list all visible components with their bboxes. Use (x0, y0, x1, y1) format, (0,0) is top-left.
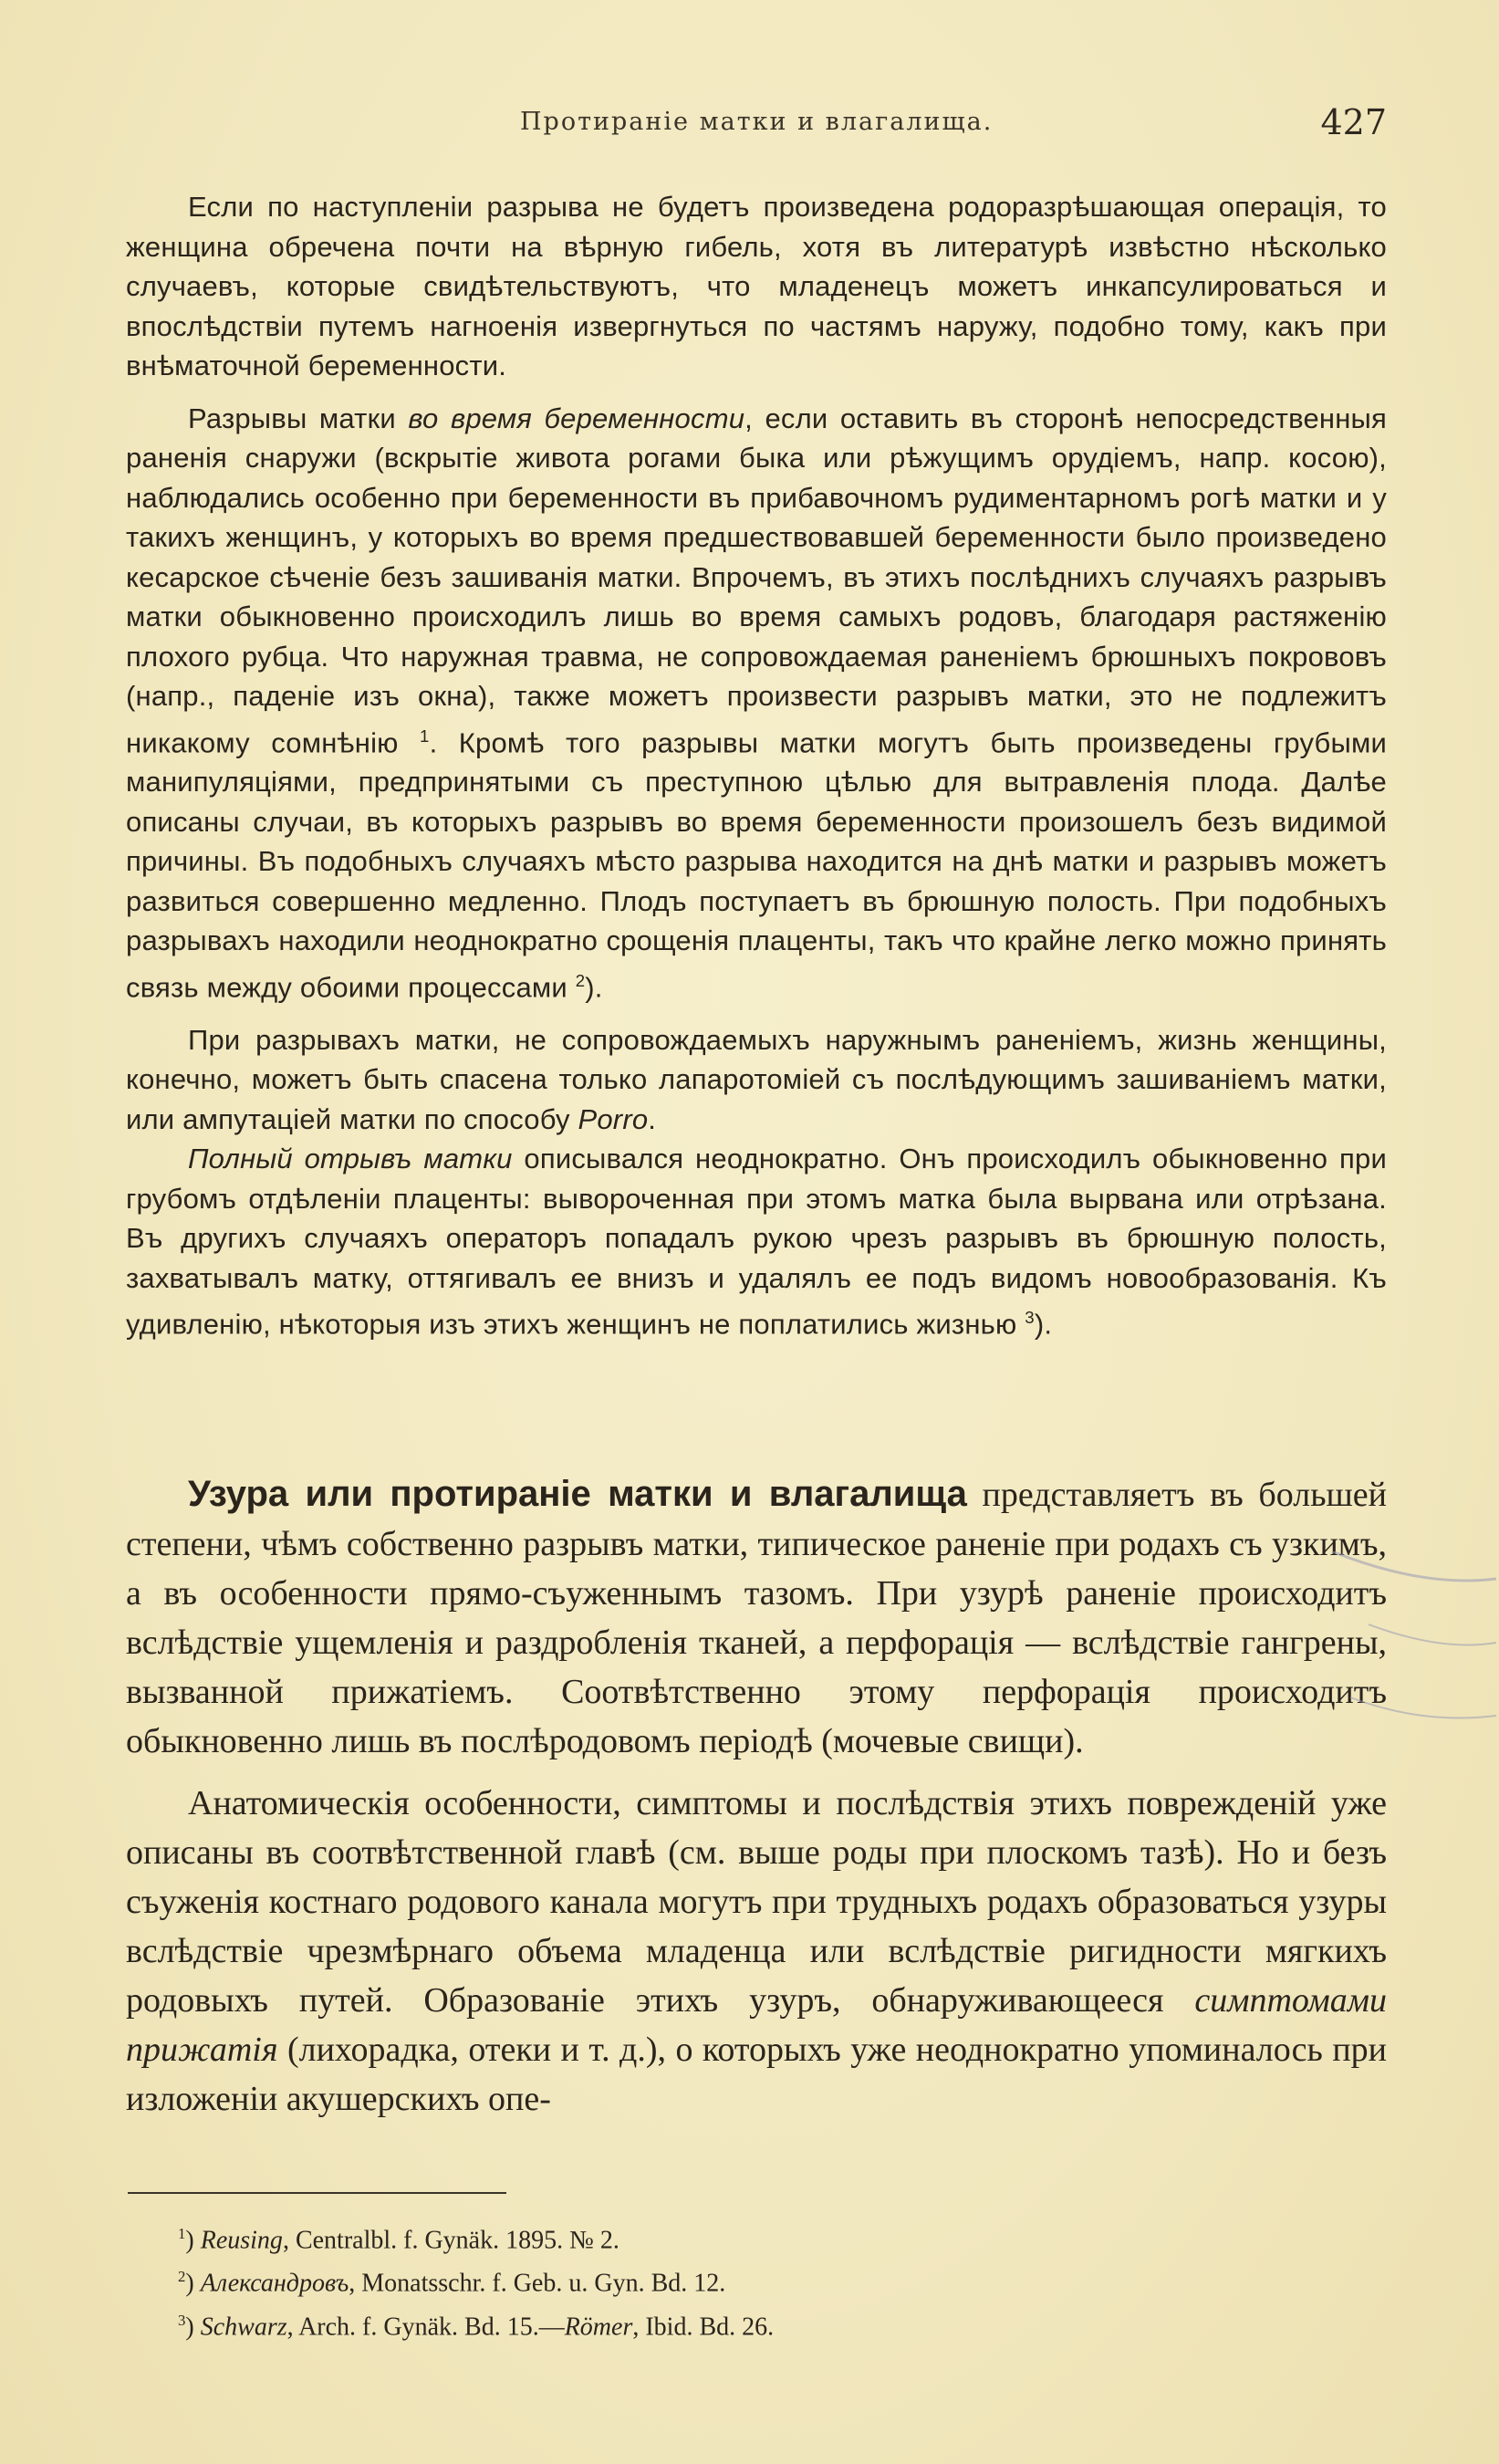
footnote-author: Reusing (200, 2226, 283, 2255)
footnote-number: 3 (178, 2311, 186, 2329)
paragraph-text: ). (585, 971, 603, 1004)
paragraph (126, 1139, 1387, 1344)
footnote-text: , Centralbl. f. Gynäk. 1895. № 2. (282, 2226, 619, 2255)
page-number: 427 (1320, 102, 1387, 142)
footnote: $^2$) Александровъ, Monatsschr. f. Geb. u. Gyn. Bd. 12. (178, 2268, 726, 2298)
paragraph (126, 1020, 1387, 1140)
italic-phrase: Полный отрывъ матки (188, 1143, 513, 1175)
paragraph-text: Разрывы матки (188, 402, 409, 434)
footnote-number: 2 (178, 2268, 186, 2286)
footnote-author: Römer (564, 2312, 633, 2341)
section-heading: Узура или протираніе матки и влагалища (188, 1474, 967, 1514)
paragraph-text: . Кромѣ того разрывы матки могутъ быть произведены грубыми манипуляціями, предпринятыми съ преступною цѣлью для вытравленія плода. Далѣе описаны случаи, въ которыхъ разрывъ во время беременности произошелъ безъ видимой причины. Въ подобныхъ случаяхъ мѣсто разрыва находится на днѣ матки и разрывъ можетъ развиться совершенно медленно. Плодъ поступаетъ въ брюшную полость. При подобныхъ разрывахъ находили неоднократно срощенія плаценты, такъ что крайне легко можно принять связь между обоими процессами (126, 726, 1387, 1004)
running-head: Протираніе матки и влагалища. (520, 108, 994, 136)
paragraph-text: описывался неоднократно. Онъ происходилъ обыкновенно при грубомъ отдѣленіи плаценты: вывороченная при этомъ матка была вырвана или отрѣзана. Въ другихъ случаяхъ операторъ попадалъ рукою чрезъ разрывъ въ брюшную полость, захватывалъ матку, оттягивалъ ее внизъ и удалялъ ее подъ видомъ новообразованія. Къ удивленію, нѣкоторыя изъ этихъ женщинъ не поплатились жизнью (126, 1143, 1387, 1341)
paragraph-text: Анатомическія особенности, симптомы и послѣдствія этихъ поврежденій уже описаны въ соотвѣтственной главѣ (см. выше роды при плоскомъ тазѣ). Но и безъ съуженія костнаго родового канала могутъ при трудныхъ родахъ образоваться узуры вслѣдствіе чрезмѣрнаго объема младенца или вслѣдствіе ригидности мягкихъ родовыхъ путей. Образованіе этихъ узуръ, обнаруживающееся (126, 1784, 1387, 2020)
footnote-number: 1 (178, 2225, 186, 2242)
stamp-icon (1314, 1551, 1496, 1825)
paragraph-text: Если по наступленіи разрыва не будетъ произведена родоразрѣшающая операція, то женщина обречена почти на вѣрную гибель, хотя въ литературѣ извѣстно нѣсколько случаевъ, которые свидѣтельствуютъ, что младенецъ можетъ инкапсулироваться и впослѣдствіи путемъ нагноенія извергнуться по частямъ наружу, подобно тому, какъ при внѣматочной беременности. (126, 191, 1387, 381)
paragraph-text: При разрывахъ матки, не сопровождаемыхъ наружнымъ раненіемъ, жизнь женщины, конечно, можетъ быть спасена только лапаротоміей съ послѣдующимъ зашиваніемъ матки, или ампутаціей матки по способу (126, 1023, 1387, 1135)
footnote: $^1$) Reusing, Centralbl. f. Gynäk. 1895. № 2. (178, 2225, 619, 2255)
paragraph (126, 399, 1387, 1008)
paragraph-text: представляетъ въ большей степени, чѣмъ собственно разрывъ матки, типическое раненіе при родахъ съ узкимъ, а въ особенности прямо-съуженнымъ тазомъ. При узурѣ раненіе происходитъ вслѣдствіе ущемленія и раздробленія тканей, а перфорація — вслѣдствіе гангрены, вызванной прижатіемъ. Соотвѣтственно этому перфорація происходитъ обыкновенно лишь въ послѣродовомъ періодѣ (мочевые свищи). (126, 1476, 1388, 1760)
footnote-text: , Monatsschr. f. Geb. u. Gyn. Bd. 12. (349, 2269, 726, 2298)
paragraph-text: ). (1034, 1308, 1053, 1341)
footnote-ref: 3 (1025, 1308, 1035, 1328)
footnote-ref: 2 (575, 970, 586, 990)
paragraph (126, 187, 1387, 386)
footnote-ref: 1 (420, 726, 430, 746)
paragraph-text: , если оставить въ сторонѣ непосредственныя раненія снаружи (вскрытіе живота рогами быка или рѣжущимъ орудіемъ, напр. косою), наблюдались особенно при беременности въ прибавочномъ рудиментарномъ рогѣ матки и у такихъ женщинъ, у которыхъ во время предшествовавшей беременности было произведено кесарское сѣченіе безъ зашиванія матки. Впрочемъ, въ этихъ послѣднихъ случаяхъ разрывъ матки обыкновенно происходилъ лишь во время самыхъ родовъ, благодаря растяженію плохого рубца. Что наружная травма, не сопровождаемая раненіемъ брюшныхъ покрововъ (напр., паденіе изъ окна), также можетъ произвести разрывъ матки, это не подлежитъ никакому сомнѣнію (126, 402, 1387, 758)
footnotes (178, 2216, 1273, 2345)
italic-phrase: во время беременности (408, 402, 745, 434)
paragraph-text: (лихорадка, отеки и т. д.), о которыхъ уже неоднократно упоминалось при изложеніи акушерскихъ опе- (126, 2031, 1387, 2118)
footnote-rule (128, 2192, 506, 2194)
paragraph-text: . (648, 1102, 657, 1135)
footnote-text: , Arch. f. Gynäk. Bd. 15.— (286, 2312, 565, 2341)
large-text (126, 1469, 1387, 2136)
italic-phrase: симптомами прижатія (126, 1981, 1387, 2069)
footnote-author: Александровъ (200, 2269, 349, 2298)
page-header (128, 102, 1387, 148)
paragraph (126, 1779, 1387, 2124)
footnote: $^3$) Schwarz, Arch. f. Gynäk. Bd. 15.—Römer, Ibid. Bd. 26. (178, 2311, 775, 2341)
body-text (126, 187, 1387, 1357)
footnote-text: , Ibid. Bd. 26. (632, 2312, 775, 2341)
library-stamp (1314, 1551, 1496, 1825)
italic-name: Porro (578, 1102, 649, 1135)
footnote-author: Schwarz (200, 2312, 287, 2341)
paragraph (126, 1469, 1387, 1766)
